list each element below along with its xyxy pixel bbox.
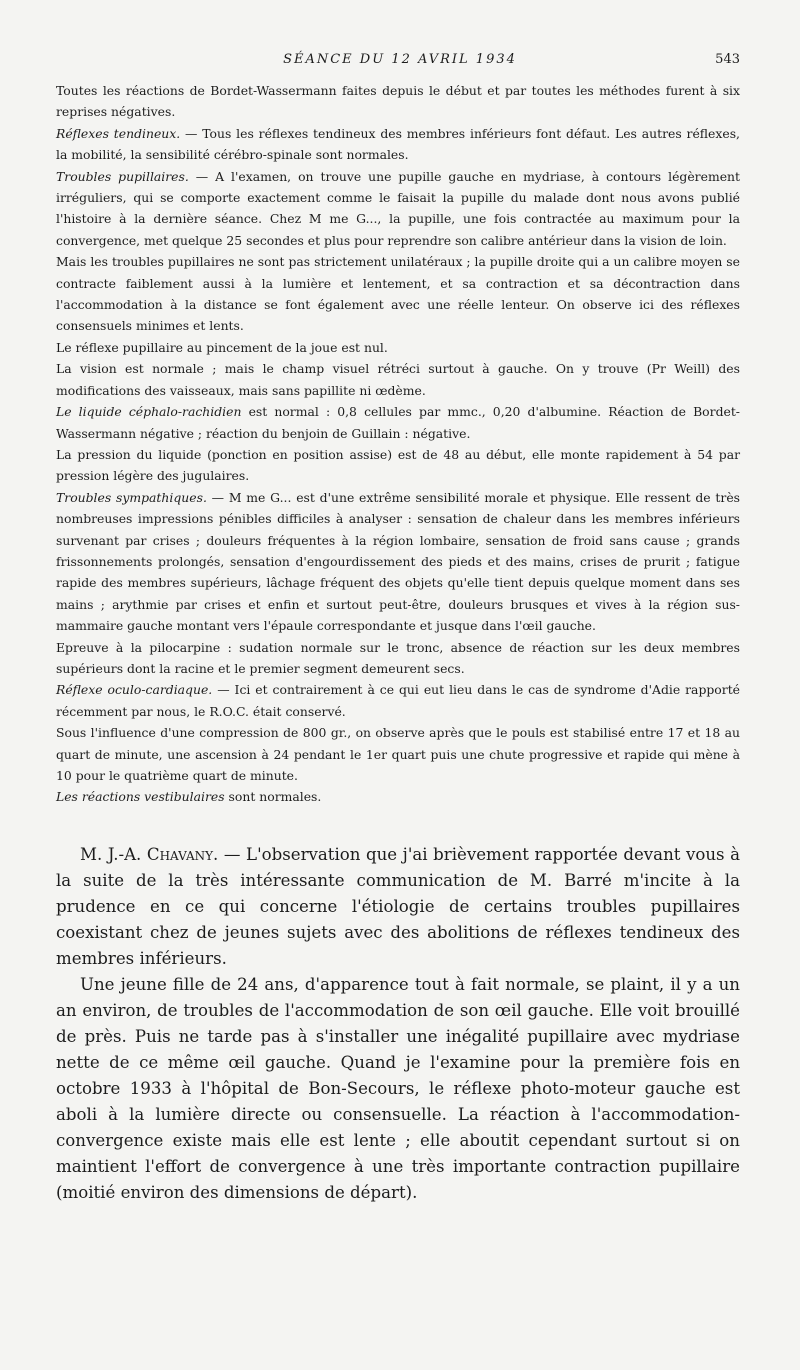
article-body (56, 80, 740, 1206)
discussion-section (56, 842, 740, 1206)
page-number: 543 (715, 52, 740, 67)
paragraph: Toutes les réactions de Bordet-Wassermann faites depuis le début et par toutes les méthodes furent à six reprises négatives. (56, 83, 740, 120)
paragraph: Sous l'influence d'une compression de 800 gr., on observe après que le pouls est stabilisé entre 17 et 18 au quart de minute, une ascension à 24 pendant le 1er quart puis une chute progressive et rapide qui mène à 10 pour le quatrième quart de minute. (56, 725, 740, 783)
case-report-section (56, 80, 740, 808)
paragraph: Réflexe oculo-cardiaque. — Ici et contrairement à ce qui eut lieu dans le cas de syndrome d'Adie rapporté récemment par nous, le R.O.C. était conservé. (56, 682, 741, 719)
paragraph: M. J.-A. Chavany. — L'observation que j'ai brièvement rapportée devant vous à la suite de la très intéressante communication de M. Barré m'incite à la prudence en ce qui concerne l'étiologie de certains troubles pupillaires coexistant chez de jeunes sujets avec des abolitions de réflexes tendineux des membres inférieurs. (56, 844, 740, 968)
paragraph: Réflexes tendineux. — Tous les réflexes tendineux des membres inférieurs font défaut. Les autres réflexes, la mobilité, la sensibilité cérébro-spinale sont normales. (56, 125, 740, 163)
paragraph: Le liquide céphalo-rachidien est normal : 0,8 cellules par mmc., 0,20 d'albumine. Réaction de Bordet-Wassermann négative ; réaction du benjoin de Guillain : négative. (56, 404, 740, 441)
paragraph: Troubles pupillaires. — A l'examen, on trouve une pupille gauche en mydriase, à contours légèrement irréguliers, qui se comporte exactement comme le faisait la pupille du malade dont nous avons publié l'histoire à la dernière séance. Chez M me G..., la pupille, une fois contractée au maximum pour la convergence, met quelque 25 secondes et plus pour reprendre son calibre antérieur dans la vision de loin. (56, 168, 740, 248)
running-head: SÉANCE DU 12 AVRIL 1934 (283, 52, 517, 67)
paragraph: Epreuve à la pilocarpine : sudation normale sur le tronc, absence de réaction sur les deux membres supérieurs dont la racine et le premier segment demeurent secs. (56, 639, 740, 676)
page-header (60, 52, 740, 74)
author-name: M. J.-A. Chavany. (80, 844, 219, 864)
paragraph: Les réactions vestibulaires sont normales. (56, 789, 322, 805)
paragraph: La vision est normale ; mais le champ visuel rétréci surtout à gauche. On y trouve (Pr Weill) des modifications des vaisseaux, mais sans papillite ni œdème. (56, 361, 740, 398)
paragraph: Une jeune fille de 24 ans, d'apparence tout à fait normale, se plaint, il y a un an environ, de troubles de l'accommodation de son œil gauche. Elle voit brouillé de près. Puis ne tarde pas à s'installer une inégalité pupillaire avec mydriase nette de ce même œil gauche. Quand je l'examine pour la première fois en octobre 1933 à l'hôpital de Bon-Secours, le réflexe photo-moteur gauche est aboli à la lumière directe ou consensuelle. La réaction à l'accommodation-convergence existe mais elle est lente ; elle aboutit cependant surtout si on maintient l'effort de convergence à une très importante contraction pupillaire (moitié environ des dimensions de départ). (56, 974, 740, 1202)
paragraph: Le réflexe pupillaire au pincement de la joue est nul. (56, 339, 388, 355)
paragraph: La pression du liquide (ponction en position assise) est de 48 au début, elle monte rapidement à 54 par pression légère des jugulaires. (56, 446, 740, 484)
paragraph: Mais les troubles pupillaires ne sont pas strictement unilatéraux ; la pupille droite qui a un calibre moyen se contracte faiblement aussi à la lumière et lentement, et sa contraction et sa décontraction dans l'accommodation à la distance se font également avec une réelle lenteur. On observe ici des réflexes consensuels minimes et lents. (56, 254, 740, 334)
paragraph: Troubles sympathiques. — M me G... est d'une extrême sensibilité morale et physique. Elle ressent de très nombreuses impressions pénibles difficiles à analyser : sensation de chaleur dans les membres inférieurs survenant par crises ; douleurs fréquentes à la région lombaire, sensation de froid sans cause ; grands frissonnements prolongés, sensation d'engourdissement des pieds et des mains, crises de prurit ; fatigue rapide des membres supérieurs, lâchage fréquent des objets qu'elle tient depuis quelque moment dans ses mains ; arythmie par crises et enfin et surtout peut-être, douleurs brusques et vives à la région sus-mammaire gauche montant vers l'épaule correspondante et jusque dans l'œil gauche. (56, 489, 741, 634)
